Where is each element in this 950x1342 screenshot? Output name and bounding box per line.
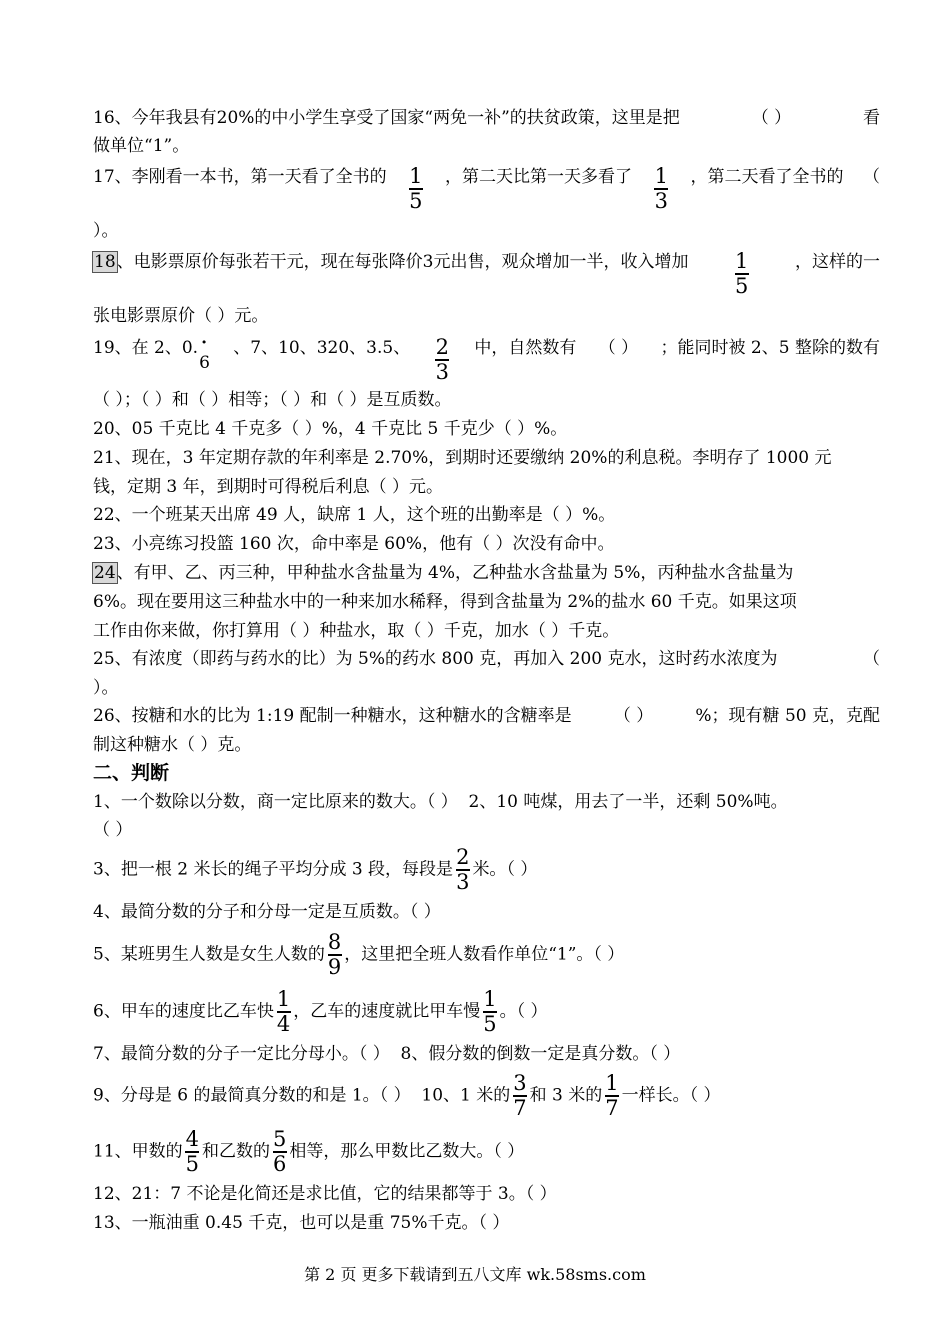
question-number-marker: 18 (94, 252, 116, 272)
fraction: $\frac{2}{3}$ (456, 845, 470, 894)
question-19-line1: 19、在 2、0.· 6 、7、10、320、3.5、 $\frac{2}{3}$ 中，自然数有 （ ） ；能同时被 2、5 整除的数有 (93, 336, 880, 384)
judgement-7-8: 7、最简分数的分子一定比分母小。（ ） 8、假分数的倒数一定是真分数。（ ） (93, 1044, 681, 1064)
question-26-line1: 26、按糖和水的比为 1:19 配制一种糖水，这种糖水的含糖率是 （ ） %；现有糖 50 克，克配 (93, 706, 880, 726)
question-16-line2: 做单位“1”。 (93, 136, 190, 156)
repeating-decimal-digit: · 6 (199, 351, 210, 375)
question-25-line2: ）。 (93, 678, 119, 698)
fraction: $\frac{1}{5}$ (483, 987, 497, 1036)
judgement-9-10: 9、分母是 6 的最简真分数的和是 1。（ ） 10、1 米的 $\frac{3}{7}$ 和 3 米的 $\frac{1}{7}$ 一样长。（ ） (93, 1071, 721, 1120)
question-18-line2: 张电影票原价（ ）元。 (93, 306, 269, 326)
fraction: $\frac{1}{5}$ (409, 164, 423, 213)
fraction: $\frac{5}{6}$ (273, 1127, 287, 1176)
answer-blank: （ ） (751, 108, 792, 128)
judgement-6: 6、甲车的速度比乙车快 $\frac{1}{4}$ ，乙车的速度就比甲车慢 $\frac{1}{5}$ 。（ ） (93, 987, 548, 1036)
page-footer: 第 2 页 更多下载请到五八文库 wk.58sms.com (304, 1265, 646, 1284)
fraction: $\frac{1}{3}$ (654, 164, 668, 213)
judgement-13: 13、一瓶油重 0.45 千克，也可以是重 75%千克。（ ） (93, 1213, 510, 1233)
question-25-line1: 25、有浓度（即药与药水的比）为 5%的药水 800 克，再加入 200 克水，这时药水浓度为 （ (93, 649, 880, 669)
fraction: $\frac{2}{3}$ (435, 335, 449, 384)
fraction: $\frac{1}{7}$ (605, 1071, 619, 1120)
fraction: $\frac{8}{9}$ (327, 930, 342, 979)
question-19-line2: （ ）；（ ）和（ ）相等；（ ）和（ ）是互质数。 (93, 390, 452, 410)
fraction: $\frac{1}{5}$ (735, 249, 749, 298)
question-17-line1: 17、李刚看一本书，第一天看了全书的 $\frac{1}{5}$ ，第二天比第一天多看了 $\frac{1}{3}$ ，第二天看了全书的 （ (93, 164, 880, 213)
judgement-4: 4、最简分数的分子和分母一定是互质数。（ ） (93, 902, 441, 922)
fraction: $\frac{4}{5}$ (185, 1127, 200, 1176)
judgement-3: 3、把一根 2 米长的绳子平均分成 3 段，每段是 $\frac{2}{3}$ 米。（ ） (93, 845, 538, 894)
judgement-2-answer: （ ） (93, 820, 133, 840)
judgement-11: 11、甲数的 $\frac{4}{5}$ 和乙数的 $\frac{5}{6}$ 相等，那么甲数比乙数大。（ ） (93, 1127, 525, 1176)
fraction: $\frac{1}{4}$ (276, 987, 291, 1036)
question-21-line1: 21、现在，3 年定期存款的年利率是 2.70%，到期时还要缴纳 20%的利息税。李明存了 1000 元 (93, 448, 832, 468)
judgement-12: 12、21：7 不论是化简还是求比值，它的结果都等于 3。（ ） (93, 1184, 557, 1204)
question-22: 22、一个班某天出席 49 人，缺席 1 人，这个班的出勤率是（ ）%。 (93, 505, 616, 525)
section-heading-judgement: 二、判断 (93, 762, 170, 784)
question-21-line2: 钱，定期 3 年，到期时可得税后利息（ ）元。 (93, 477, 444, 497)
question-24-line2: 6%。现在要用这三种盐水中的一种来加水稀释，得到含盐量为 2%的盐水 60 千克。如果这项 (93, 592, 797, 612)
judgement-5: 5、某班男生人数是女生人数的 $\frac{8}{9}$ ，这里把全班人数看作单位“1”。（ ） (93, 930, 625, 979)
question-26-line2: 制这种糖水（ ）克。 (93, 735, 252, 755)
fraction: $\frac{3}{7}$ (513, 1071, 527, 1120)
question-24-line3: 工作由你来做，你打算用（ ）种盐水，取（ ）千克，加水（ ）千克。 (93, 621, 620, 641)
question-17-line2: ）。 (93, 221, 119, 241)
question-18-line1: 18、电影票原价每张若干元，现在每张降价3元出售，观众增加一半，收入增加 $\frac{1}{5}$ ，这样的一 (94, 249, 880, 298)
question-20: 20、05 千克比 4 千克多（ ）%，4 千克比 5 千克少（ ）%。 (93, 419, 568, 439)
question-16-line1: 16、今年我县有20%的中小学生享受了国家“两免一补”的扶贫政策，这里是把 （ ） 看 (93, 108, 880, 128)
judgement-1-2: 1、一个数除以分数，商一定比原来的数大。（ ） 2、10 吨煤，用去了一半，还剩 50%吨。 (93, 792, 788, 812)
question-number-marker: 24 (94, 563, 116, 583)
question-24-line1: 24、有甲、乙、丙三种，甲种盐水含盐量为 4%，乙种盐水含盐量为 5%，丙种盐水含盐量为 (94, 563, 794, 583)
question-23: 23、小亮练习投篮 160 次，命中率是 60%，他有（ ）次没有命中。 (93, 534, 615, 554)
